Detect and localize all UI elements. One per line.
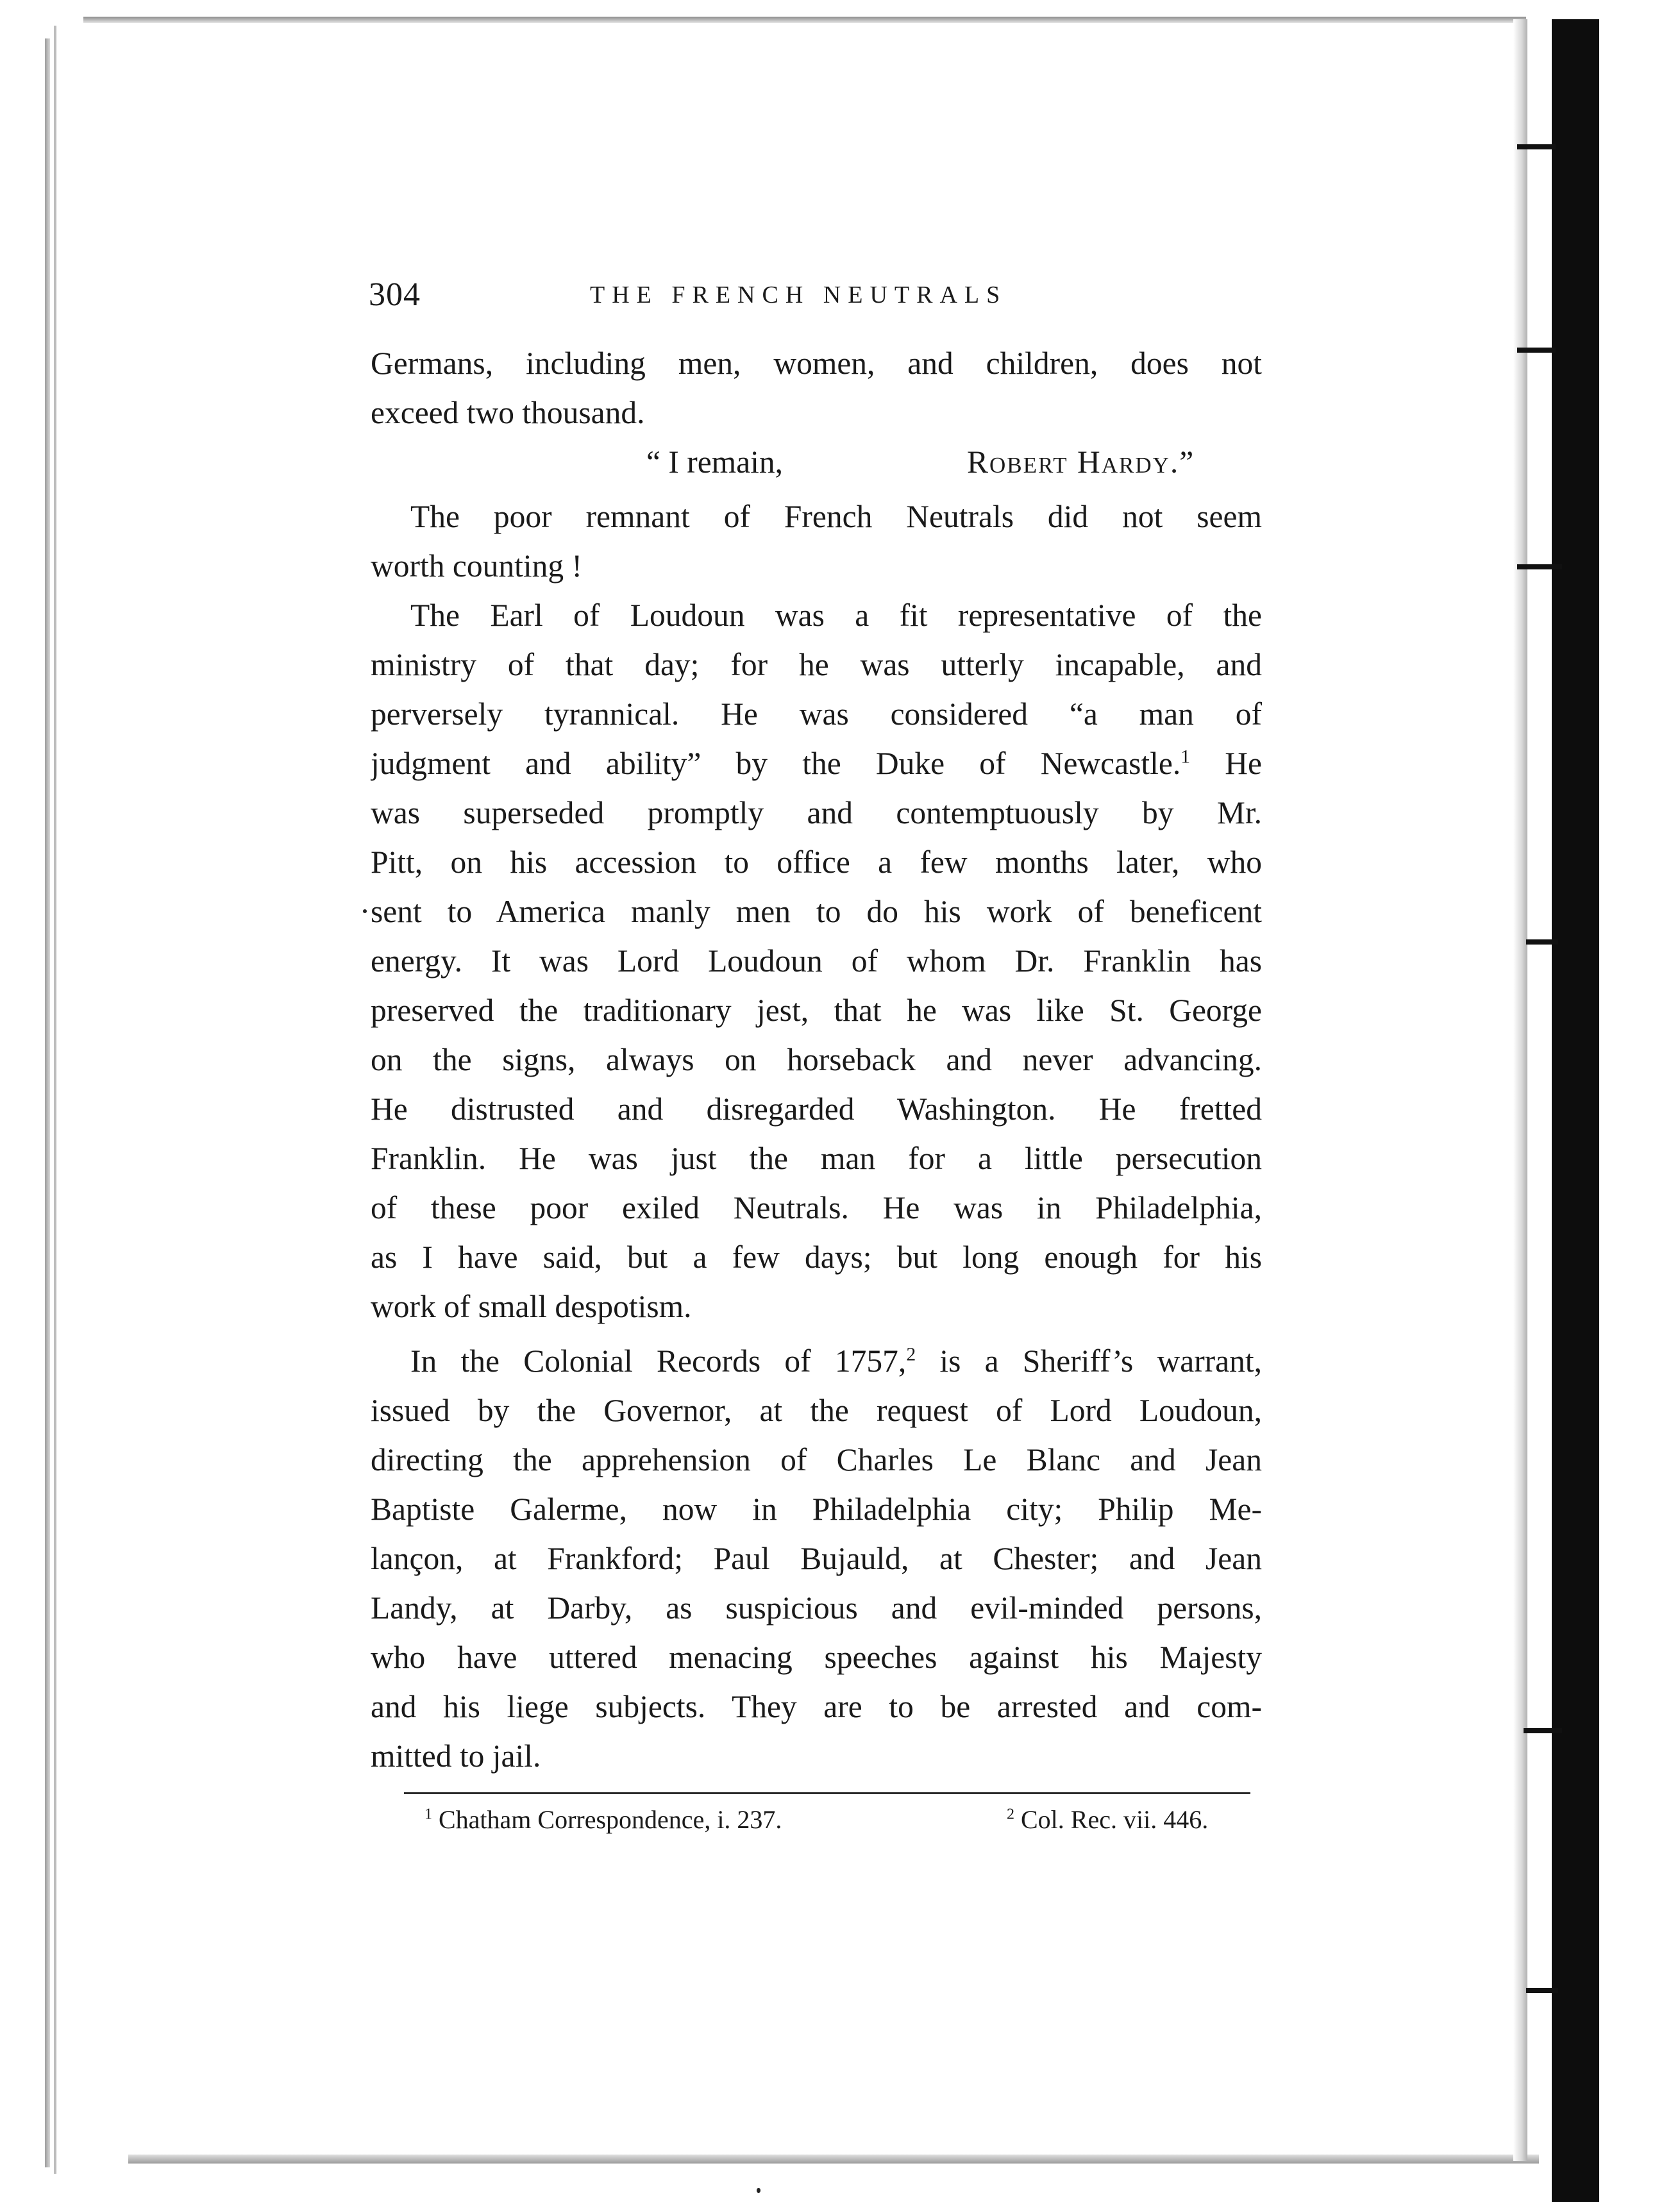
spine-tick: [1517, 348, 1556, 353]
scan-speck: [363, 909, 367, 913]
text-line: lançon, at Frankford; Paul Bujauld, at Chester; and Jean: [371, 1541, 1262, 1576]
text-line: Landy, at Darby, as suspicious and evil-minded persons,: [371, 1590, 1262, 1626]
text-line: who have uttered menacing speeches against his Majesty: [371, 1640, 1262, 1675]
body-text: [371, 339, 1262, 1781]
text-run: He: [1225, 746, 1262, 781]
letter-signature: [371, 437, 1262, 487]
page-edge-top: [83, 17, 1526, 23]
page-edge-left-outer: [54, 26, 56, 2174]
footnote-2: [1007, 1802, 1208, 1838]
page-edge-bottom: [128, 2155, 1539, 2164]
text-line: The poor remnant of French Neutrals did not seem: [410, 499, 1262, 534]
footnote-text: Col. Rec. vii. 446.: [1014, 1805, 1209, 1834]
text-line: perversely tyrannical. He was considered “a man of: [371, 696, 1262, 732]
footnote-ref-2: 2: [906, 1344, 916, 1365]
signature-closing: “ I remain,: [646, 444, 784, 480]
text-line-with-note: [371, 1336, 1262, 1386]
running-head: [369, 276, 1266, 321]
text-line: and his liege subjects. They are to be arrested and com-: [371, 1689, 1262, 1724]
footnote-text: Chatham Correspondence, i. 237.: [432, 1805, 782, 1834]
running-title: THE FRENCH NEUTRALS: [590, 282, 1007, 308]
spine-tick: [1517, 144, 1556, 149]
page-number: 304: [369, 276, 421, 313]
text-line: energy. It was Lord Loudoun of whom Dr. Franklin has: [371, 943, 1262, 979]
text-line: Pitt, on his accession to office a few months later, who: [371, 845, 1262, 880]
spine-tick: [1526, 1988, 1558, 1993]
spine-tick: [1517, 564, 1562, 569]
text-line: work of small despotism.: [371, 1289, 692, 1324]
text-line: mitted to jail.: [371, 1738, 541, 1774]
text-line: Baptiste Galerme, now in Philadelphia city; Philip Me-: [371, 1492, 1262, 1527]
text-line-with-note: [371, 739, 1262, 788]
footnote-mark: 2: [1007, 1806, 1014, 1823]
text-line: Franklin. He was just the man for a little persecution: [371, 1141, 1262, 1176]
footnote-ref-1: 1: [1180, 746, 1191, 768]
text-run: judgment and ability” by the Duke of Newcastle.: [371, 746, 1181, 781]
spine-tick: [1526, 939, 1558, 945]
footnote-1: [424, 1802, 782, 1838]
binding-spine: [1552, 19, 1599, 2202]
text-line: ministry of that day; for he was utterly incapable, and: [371, 647, 1262, 682]
text-line: Germans, including men, women, and children, does not: [371, 346, 1262, 381]
page-edge-right: [1513, 19, 1527, 2161]
text-line: sent to America manly men to do his work of beneficent: [371, 894, 1262, 929]
text-line: was superseded promptly and contemptuously by Mr.: [371, 795, 1262, 830]
footnote-rule: [404, 1792, 1250, 1794]
text-line: as I have said, but a few days; but long enough for his: [371, 1240, 1262, 1275]
text-run: is a Sheriff’s warrant,: [916, 1343, 1262, 1379]
spine-tick: [1524, 1728, 1562, 1733]
signature-name: Robert Hardy.”: [967, 444, 1195, 480]
right-margin: [1599, 0, 1680, 2202]
scan-speck: [757, 2188, 760, 2193]
text-line: He distrusted and disregarded Washington. He fretted: [371, 1091, 1262, 1127]
page-edge-left: [45, 38, 50, 2167]
text-line: of these poor exiled Neutrals. He was in Philadelphia,: [371, 1190, 1262, 1225]
text-run: In the Colonial Records of 1757,: [410, 1343, 907, 1379]
text-line: The Earl of Loudoun was a fit representative of the: [410, 598, 1262, 633]
text-line: directing the apprehension of Charles Le Blanc and Jean: [371, 1442, 1262, 1477]
text-line: on the signs, always on horseback and never advancing.: [371, 1042, 1262, 1077]
text-line: worth counting !: [371, 548, 582, 584]
text-line: exceed two thousand.: [371, 395, 645, 430]
footnote-mark: 1: [424, 1806, 432, 1823]
text-line: issued by the Governor, at the request of Lord Loudoun,: [371, 1393, 1262, 1428]
text-line: preserved the traditionary jest, that he was like St. George: [371, 993, 1262, 1028]
